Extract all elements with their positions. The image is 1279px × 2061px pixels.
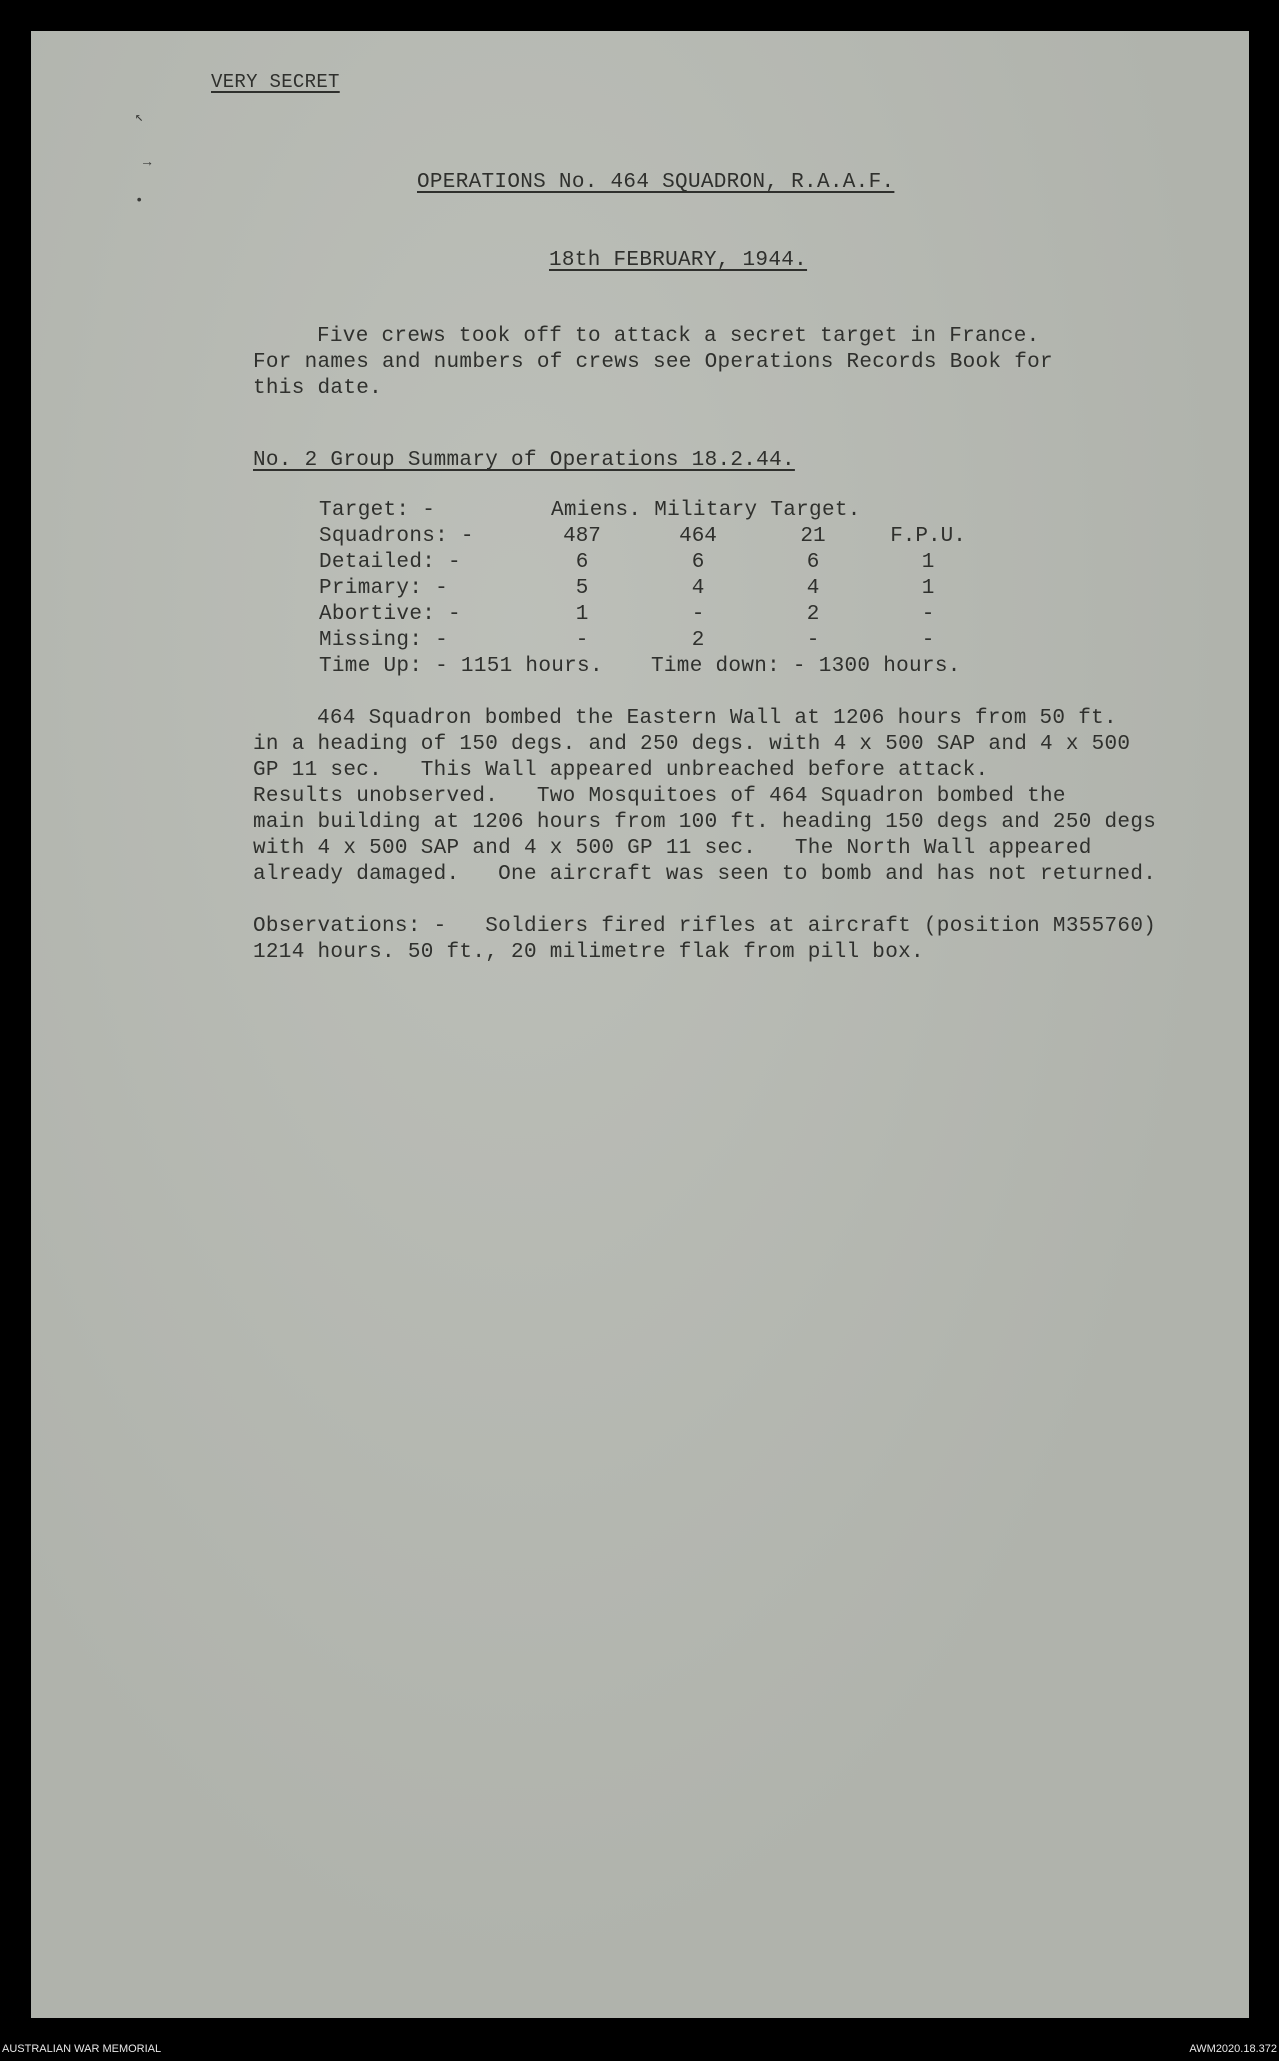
time-up: Time Up: - 1151 hours. [319, 655, 603, 678]
table-cell: 4 [806, 577, 820, 600]
footer-credit: AUSTRALIAN WAR MEMORIAL [2, 2043, 162, 2055]
classification-stamp: VERY SECRET [211, 71, 340, 93]
row-label: Abortive: - [319, 603, 461, 626]
table-cell: - [691, 603, 705, 626]
table-cell: 6 [691, 551, 705, 574]
report-line: Results unobserved. Two Mosquitoes of 464 Squadron bombed the [253, 785, 1066, 808]
table-cell: 1 [575, 603, 589, 626]
document-page [31, 31, 1249, 2018]
row-label: Primary: - [319, 577, 449, 600]
document-title: OPERATIONS No. 464 SQUADRON, R.A.A.F. [417, 171, 895, 194]
target-label: Target: - [319, 499, 436, 522]
table-cell: - [921, 603, 935, 626]
row-label: Detailed: - [319, 551, 461, 574]
report-line: already damaged. One aircraft was seen to bomb and has not returned. [253, 863, 1157, 886]
report-line: 464 Squadron bombed the Eastern Wall at 1206 hours from 50 ft. [317, 707, 1117, 730]
observations-line: Observations: - Soldiers fired rifles at aircraft (position M355760) [253, 915, 1157, 938]
table-cell: 487 [563, 525, 601, 548]
row-label: Squadrons: - [319, 525, 474, 548]
intro-line: this date. [253, 377, 383, 400]
table-cell: - [806, 629, 820, 652]
report-line: in a heading of 150 degs. and 250 degs. with 4 x 500 SAP and 4 x 500 [253, 733, 1131, 756]
table-cell: 2 [806, 603, 820, 626]
table-cell: 21 [800, 525, 826, 548]
punch-mark-icon: • [135, 193, 144, 209]
table-cell: 1 [921, 577, 935, 600]
time-down: Time down: - 1300 hours. [651, 655, 961, 678]
footer-accession-number: AWM2020.18.372 [1189, 2043, 1277, 2055]
report-line: main building at 1206 hours from 100 ft. heading 150 degs and 250 degs [253, 811, 1157, 834]
row-label: Missing: - [319, 629, 449, 652]
table-cell: - [575, 629, 589, 652]
punch-mark-icon: → [143, 155, 152, 171]
table-cell: 464 [679, 525, 717, 548]
table-cell: - [921, 629, 935, 652]
target-value: Amiens. Military Target. [551, 499, 861, 522]
intro-line: For names and numbers of crews see Operations Records Book for [253, 351, 1053, 374]
table-cell: 6 [806, 551, 820, 574]
table-cell: 6 [575, 551, 589, 574]
summary-heading: No. 2 Group Summary of Operations 18.2.44. [253, 449, 795, 472]
table-cell: F.P.U. [890, 525, 966, 548]
table-cell: 5 [575, 577, 589, 600]
punch-mark-icon: ↖ [135, 110, 144, 126]
report-line: with 4 x 500 SAP and 4 x 500 GP 11 sec. The North Wall appeared [253, 837, 1092, 860]
intro-line: Five crews took off to attack a secret target in France. [317, 325, 1040, 348]
observations-line: 1214 hours. 50 ft., 20 milimetre flak from pill box. [253, 941, 924, 964]
table-cell: 1 [921, 551, 935, 574]
report-line: GP 11 sec. This Wall appeared unbreached before attack. [253, 759, 989, 782]
document-date: 18th FEBRUARY, 1944. [549, 249, 808, 272]
table-cell: 2 [691, 629, 705, 652]
table-cell: 4 [691, 577, 705, 600]
